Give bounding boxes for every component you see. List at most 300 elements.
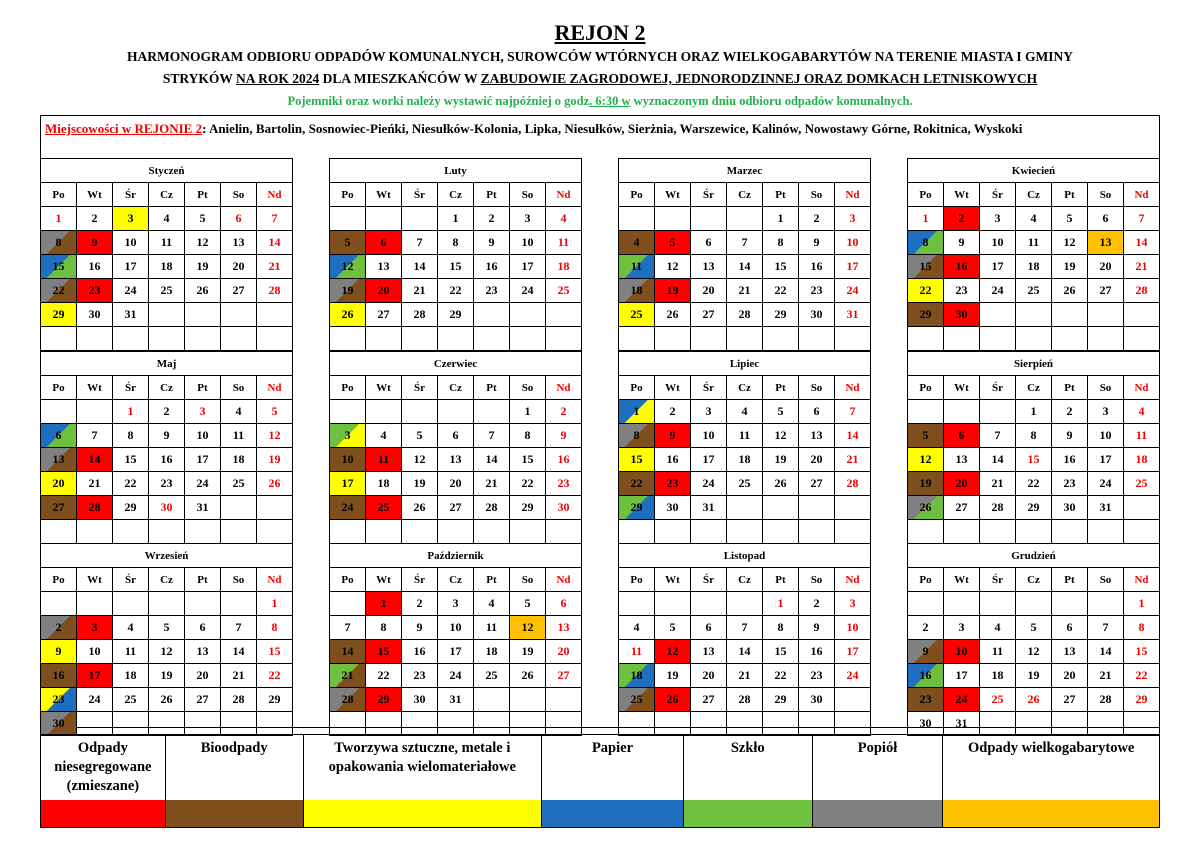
day-cell: 4 [619, 231, 655, 255]
day-cell: 30 [799, 303, 835, 327]
empty-cell [980, 327, 1016, 351]
weekday-header: So [1088, 568, 1124, 592]
day-cell: 11 [221, 424, 257, 448]
day-cell: 26 [908, 496, 944, 520]
day-cell: 7 [1088, 616, 1124, 640]
day-cell: 7 [221, 616, 257, 640]
day-cell: 15 [619, 448, 655, 472]
empty-cell [474, 400, 510, 424]
legend [40, 734, 1160, 828]
day-cell: 11 [366, 448, 402, 472]
day-cell: 24 [835, 279, 871, 303]
empty-cell [944, 592, 980, 616]
empty-cell [402, 712, 438, 736]
day-cell: 18 [221, 448, 257, 472]
day-cell: 10 [438, 616, 474, 640]
empty-cell [619, 327, 655, 351]
day-cell: 4 [619, 616, 655, 640]
day-cell: 28 [727, 303, 763, 327]
day-cell: 8 [366, 616, 402, 640]
day-cell: 19 [330, 279, 366, 303]
month-calendar [329, 543, 582, 736]
empty-cell [77, 327, 113, 351]
empty-cell [113, 520, 149, 544]
schedule-heading-line1: HARMONOGRAM ODBIORU ODPADÓW KOMUNALNYCH, SUROWCÓW WTÓRNYCH ORAZ WIELKOGABARYTÓW NA TERENIE MIASTA I GMINY [127, 49, 1073, 64]
day-cell: 16 [41, 664, 77, 688]
empty-cell [619, 712, 655, 736]
day-cell: 20 [438, 472, 474, 496]
day-cell: 1 [763, 592, 799, 616]
day-cell: 23 [546, 472, 582, 496]
day-cell: 13 [438, 448, 474, 472]
day-cell: 25 [546, 279, 582, 303]
month-name: Październik [330, 544, 582, 568]
day-cell: 24 [330, 496, 366, 520]
day-cell: 8 [908, 231, 944, 255]
day-cell: 13 [546, 616, 582, 640]
day-cell: 14 [1124, 231, 1160, 255]
day-cell: 30 [77, 303, 113, 327]
empty-cell [221, 303, 257, 327]
day-cell: 27 [185, 688, 221, 712]
empty-cell [366, 207, 402, 231]
day-cell: 26 [763, 472, 799, 496]
day-cell: 9 [655, 424, 691, 448]
day-cell: 20 [691, 664, 727, 688]
day-cell: 28 [402, 303, 438, 327]
day-cell: 30 [41, 712, 77, 736]
day-cell: 8 [1016, 424, 1052, 448]
weekday-header: Wt [655, 183, 691, 207]
day-cell: 6 [546, 592, 582, 616]
day-cell: 22 [1016, 472, 1052, 496]
empty-cell [185, 592, 221, 616]
day-cell: 21 [727, 664, 763, 688]
weekday-header: Pt [185, 568, 221, 592]
weekday-header: Po [41, 568, 77, 592]
weekday-header: Cz [727, 376, 763, 400]
day-cell: 18 [546, 255, 582, 279]
day-cell: 30 [908, 712, 944, 736]
month-calendar [40, 158, 293, 351]
empty-cell [185, 327, 221, 351]
day-cell: 6 [1088, 207, 1124, 231]
day-cell: 30 [546, 496, 582, 520]
day-cell: 15 [257, 640, 293, 664]
weekday-header: Śr [402, 183, 438, 207]
weekday-header: Nd [835, 376, 871, 400]
day-cell: 17 [185, 448, 221, 472]
day-cell: 31 [1088, 496, 1124, 520]
weekday-header: So [1088, 183, 1124, 207]
day-cell: 3 [330, 424, 366, 448]
day-cell: 10 [77, 640, 113, 664]
empty-cell [330, 207, 366, 231]
day-cell: 26 [257, 472, 293, 496]
day-cell: 29 [619, 496, 655, 520]
day-cell: 29 [41, 303, 77, 327]
empty-cell [221, 712, 257, 736]
day-cell: 17 [113, 255, 149, 279]
day-cell: 25 [619, 303, 655, 327]
day-cell: 29 [763, 688, 799, 712]
day-cell: 3 [77, 616, 113, 640]
day-cell: 4 [221, 400, 257, 424]
day-cell: 29 [908, 303, 944, 327]
legend-label: Odpady wielkogabarytowe [968, 740, 1135, 756]
day-cell: 16 [402, 640, 438, 664]
day-cell: 17 [980, 255, 1016, 279]
day-cell: 21 [727, 279, 763, 303]
weekday-header: Wt [655, 568, 691, 592]
empty-cell [474, 712, 510, 736]
day-cell: 13 [1088, 231, 1124, 255]
day-cell: 2 [41, 616, 77, 640]
day-cell: 29 [438, 303, 474, 327]
day-cell: 29 [763, 303, 799, 327]
legend-label: Bioodpady [200, 740, 268, 756]
day-cell: 29 [1016, 496, 1052, 520]
empty-cell [77, 400, 113, 424]
weekday-header: Nd [257, 183, 293, 207]
weekday-header: Śr [113, 183, 149, 207]
weekday-header: Pt [1052, 568, 1088, 592]
day-cell: 19 [1016, 664, 1052, 688]
day-cell: 11 [619, 640, 655, 664]
day-cell: 19 [257, 448, 293, 472]
month-calendar [907, 158, 1160, 351]
day-cell: 17 [330, 472, 366, 496]
month-name: Sierpień [908, 352, 1160, 376]
legend-item [304, 735, 543, 827]
day-cell: 30 [1052, 496, 1088, 520]
day-cell: 10 [944, 640, 980, 664]
day-cell: 12 [1052, 231, 1088, 255]
day-cell: 14 [474, 448, 510, 472]
day-cell: 4 [546, 207, 582, 231]
day-cell: 14 [727, 255, 763, 279]
day-cell: 25 [149, 279, 185, 303]
empty-cell [1052, 327, 1088, 351]
heading-part-c: DLA MIESZKAŃCÓW W [319, 71, 481, 86]
weekday-header: Nd [257, 568, 293, 592]
empty-cell [799, 712, 835, 736]
day-cell: 18 [619, 664, 655, 688]
legend-label: Odpady niesegregowane (zmieszane) [54, 740, 152, 794]
day-cell: 19 [655, 664, 691, 688]
weekday-header: Pt [185, 183, 221, 207]
empty-cell [763, 327, 799, 351]
day-cell: 26 [1016, 688, 1052, 712]
weekday-header: Pt [763, 376, 799, 400]
empty-cell [330, 592, 366, 616]
day-cell: 5 [1052, 207, 1088, 231]
empty-cell [908, 400, 944, 424]
empty-cell [402, 327, 438, 351]
weekday-header: Po [908, 183, 944, 207]
day-cell: 10 [510, 231, 546, 255]
empty-cell [980, 400, 1016, 424]
day-cell: 7 [727, 231, 763, 255]
weekday-header: Wt [944, 376, 980, 400]
day-cell: 30 [655, 496, 691, 520]
day-cell: 29 [366, 688, 402, 712]
empty-cell [691, 327, 727, 351]
day-cell: 2 [655, 400, 691, 424]
day-cell: 15 [908, 255, 944, 279]
day-cell: 14 [221, 640, 257, 664]
day-cell: 20 [221, 255, 257, 279]
day-cell: 18 [619, 279, 655, 303]
day-cell: 6 [691, 231, 727, 255]
empty-cell [149, 327, 185, 351]
localities-label: Miejscowości w REJONIE 2 [45, 121, 203, 136]
day-cell: 21 [474, 472, 510, 496]
empty-cell [221, 520, 257, 544]
day-cell: 21 [221, 664, 257, 688]
day-cell: 2 [799, 207, 835, 231]
day-cell: 21 [1124, 255, 1160, 279]
day-cell: 26 [402, 496, 438, 520]
legend-item [41, 735, 166, 827]
empty-cell [546, 303, 582, 327]
day-cell: 17 [691, 448, 727, 472]
day-cell: 21 [77, 472, 113, 496]
legend-color-swatch [684, 800, 812, 827]
day-cell: 15 [510, 448, 546, 472]
empty-cell [257, 520, 293, 544]
day-cell: 17 [835, 640, 871, 664]
empty-cell [944, 400, 980, 424]
day-cell: 28 [474, 496, 510, 520]
empty-cell [366, 327, 402, 351]
day-cell: 8 [41, 231, 77, 255]
empty-cell [1124, 520, 1160, 544]
day-cell: 22 [438, 279, 474, 303]
day-cell: 8 [763, 616, 799, 640]
empty-cell [1088, 303, 1124, 327]
day-cell: 6 [438, 424, 474, 448]
day-cell: 12 [763, 424, 799, 448]
empty-cell [980, 592, 1016, 616]
day-cell: 25 [1124, 472, 1160, 496]
month-name: Luty [330, 159, 582, 183]
weekday-header: Cz [1016, 183, 1052, 207]
day-cell: 11 [980, 640, 1016, 664]
day-cell: 17 [944, 664, 980, 688]
day-cell: 3 [113, 207, 149, 231]
empty-cell [1016, 303, 1052, 327]
empty-cell [41, 592, 77, 616]
day-cell: 25 [113, 688, 149, 712]
day-cell: 25 [1016, 279, 1052, 303]
month-name: Lipiec [619, 352, 871, 376]
day-cell: 28 [727, 688, 763, 712]
day-cell: 15 [366, 640, 402, 664]
day-cell: 23 [655, 472, 691, 496]
day-cell: 24 [944, 688, 980, 712]
day-cell: 27 [691, 688, 727, 712]
day-cell: 26 [510, 664, 546, 688]
day-cell: 7 [402, 231, 438, 255]
day-cell: 29 [510, 496, 546, 520]
empty-cell [727, 327, 763, 351]
day-cell: 7 [1124, 207, 1160, 231]
day-cell: 6 [366, 231, 402, 255]
day-cell: 22 [619, 472, 655, 496]
day-cell: 2 [799, 592, 835, 616]
day-cell: 20 [1052, 664, 1088, 688]
day-cell: 12 [655, 640, 691, 664]
day-cell: 31 [944, 712, 980, 736]
day-cell: 14 [980, 448, 1016, 472]
empty-cell [257, 496, 293, 520]
day-cell: 17 [835, 255, 871, 279]
day-cell: 16 [799, 640, 835, 664]
weekday-header: Wt [366, 183, 402, 207]
day-cell: 13 [691, 640, 727, 664]
day-cell: 19 [402, 472, 438, 496]
empty-cell [510, 712, 546, 736]
empty-cell [366, 520, 402, 544]
weekday-header: Nd [546, 568, 582, 592]
day-cell: 9 [908, 640, 944, 664]
weekday-header: Śr [980, 376, 1016, 400]
day-cell: 10 [113, 231, 149, 255]
day-cell: 8 [257, 616, 293, 640]
day-cell: 14 [835, 424, 871, 448]
day-cell: 7 [474, 424, 510, 448]
empty-cell [366, 712, 402, 736]
empty-cell [330, 712, 366, 736]
day-cell: 24 [438, 664, 474, 688]
notice-time: . 6:30 w [589, 94, 631, 108]
weekday-header: Śr [402, 568, 438, 592]
empty-cell [691, 520, 727, 544]
day-cell: 28 [980, 496, 1016, 520]
empty-cell [546, 712, 582, 736]
day-cell: 21 [330, 664, 366, 688]
empty-cell [691, 592, 727, 616]
day-cell: 19 [655, 279, 691, 303]
day-cell: 16 [1052, 448, 1088, 472]
day-cell: 6 [221, 207, 257, 231]
empty-cell [402, 207, 438, 231]
day-cell: 3 [510, 207, 546, 231]
weekday-header: So [510, 183, 546, 207]
day-cell: 14 [1088, 640, 1124, 664]
day-cell: 14 [77, 448, 113, 472]
weekday-header: Cz [438, 376, 474, 400]
empty-cell [113, 327, 149, 351]
day-cell: 22 [763, 279, 799, 303]
empty-cell [1088, 592, 1124, 616]
weekday-header: So [799, 183, 835, 207]
empty-cell [619, 520, 655, 544]
empty-cell [221, 496, 257, 520]
day-cell: 13 [799, 424, 835, 448]
day-cell: 2 [546, 400, 582, 424]
empty-cell [980, 520, 1016, 544]
legend-item [166, 735, 304, 827]
empty-cell [691, 207, 727, 231]
empty-cell [546, 520, 582, 544]
weekday-header: Po [619, 568, 655, 592]
day-cell: 31 [835, 303, 871, 327]
month-name: Styczeń [41, 159, 293, 183]
day-cell: 10 [835, 231, 871, 255]
day-cell: 27 [438, 496, 474, 520]
empty-cell [185, 520, 221, 544]
day-cell: 6 [185, 616, 221, 640]
day-cell: 15 [763, 255, 799, 279]
weekday-header: Pt [1052, 376, 1088, 400]
weekday-header: So [1088, 376, 1124, 400]
empty-cell [149, 303, 185, 327]
day-cell: 9 [546, 424, 582, 448]
day-cell: 31 [691, 496, 727, 520]
day-cell: 17 [438, 640, 474, 664]
empty-cell [763, 520, 799, 544]
weekday-header: Pt [763, 183, 799, 207]
empty-cell [330, 327, 366, 351]
day-cell: 19 [510, 640, 546, 664]
day-cell: 2 [474, 207, 510, 231]
day-cell: 13 [185, 640, 221, 664]
day-cell: 11 [546, 231, 582, 255]
weekday-header: Śr [691, 376, 727, 400]
day-cell: 3 [185, 400, 221, 424]
heading-zone-type: ZABUDOWIE ZAGRODOWEJ, JEDNORODZINNEJ ORAZ DOMKACH LETNISKOWYCH [480, 71, 1038, 86]
day-cell: 5 [257, 400, 293, 424]
day-cell: 24 [980, 279, 1016, 303]
weekday-header: Wt [366, 376, 402, 400]
legend-color-swatch [943, 800, 1159, 827]
day-cell: 22 [41, 279, 77, 303]
weekday-header: Wt [77, 183, 113, 207]
day-cell: 9 [402, 616, 438, 640]
empty-cell [727, 712, 763, 736]
day-cell: 12 [655, 255, 691, 279]
weekday-header: So [799, 376, 835, 400]
day-cell: 28 [330, 688, 366, 712]
legend-color-swatch [166, 800, 303, 827]
day-cell: 24 [77, 688, 113, 712]
day-cell: 10 [1088, 424, 1124, 448]
weekday-header: Wt [944, 568, 980, 592]
weekday-header: Cz [149, 568, 185, 592]
day-cell: 16 [944, 255, 980, 279]
month-calendar [40, 543, 293, 736]
day-cell: 24 [1088, 472, 1124, 496]
day-cell: 24 [510, 279, 546, 303]
weekday-header: Pt [474, 376, 510, 400]
day-cell: 27 [546, 664, 582, 688]
weekday-header: Po [41, 376, 77, 400]
day-cell: 28 [221, 688, 257, 712]
day-cell: 23 [402, 664, 438, 688]
empty-cell [41, 400, 77, 424]
empty-cell [149, 592, 185, 616]
weekday-header: Śr [113, 376, 149, 400]
empty-cell [1016, 327, 1052, 351]
day-cell: 22 [257, 664, 293, 688]
day-cell: 14 [257, 231, 293, 255]
day-cell: 16 [474, 255, 510, 279]
weekday-header: So [221, 376, 257, 400]
legend-label: Papier [591, 740, 634, 756]
day-cell: 8 [113, 424, 149, 448]
